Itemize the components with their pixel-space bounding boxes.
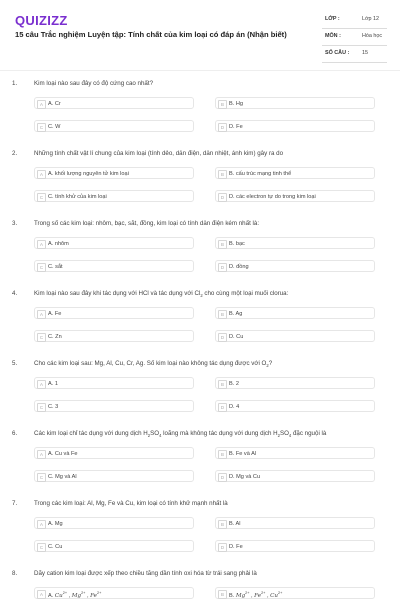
question-text: Dãy cation kim loại được xếp theo chiều tăng dần tính oxi hóa từ trái sang phải là xyxy=(34,570,257,577)
option-c[interactable] xyxy=(34,260,194,272)
option-d[interactable] xyxy=(215,190,375,202)
option-d[interactable] xyxy=(215,540,375,552)
option-text: A. 1 xyxy=(48,380,58,387)
meta-row-grade xyxy=(322,12,387,29)
option-b[interactable] xyxy=(215,517,375,529)
option-letter-box: B xyxy=(218,310,227,319)
option-letter-box: B xyxy=(218,240,227,249)
meta-row-subject xyxy=(322,29,387,46)
option-letter-box: A xyxy=(37,170,46,179)
option-letter-box: A xyxy=(37,310,46,319)
option-text: C. W xyxy=(48,123,61,130)
question-number: 2. xyxy=(12,150,18,157)
question-number: 7. xyxy=(12,500,18,507)
option-text: B. Al xyxy=(229,520,241,527)
option-letter-box: A xyxy=(37,520,46,529)
question-number: 6. xyxy=(12,430,18,437)
option-text: C. 3 xyxy=(48,403,59,410)
question-number: 4. xyxy=(12,290,18,297)
option-c[interactable] xyxy=(34,120,194,132)
option-letter-box: D xyxy=(218,473,227,482)
option-text: B. cấu trúc mạng tinh thể xyxy=(229,170,292,177)
question-number: 1. xyxy=(12,80,18,87)
option-text: D. Mg và Cu xyxy=(229,473,261,480)
meta-value: Lớp 12 xyxy=(362,16,380,22)
option-c[interactable] xyxy=(34,470,194,482)
option-letter-box: B xyxy=(218,450,227,459)
option-letter-box: D xyxy=(218,193,227,202)
option-a[interactable] xyxy=(34,447,194,459)
option-a[interactable] xyxy=(34,307,194,319)
meta-table xyxy=(322,12,387,63)
option-letter-box: D xyxy=(218,403,227,412)
option-letter-box: A xyxy=(37,240,46,249)
option-b[interactable] xyxy=(215,307,375,319)
option-a[interactable] xyxy=(34,517,194,529)
option-b[interactable] xyxy=(215,447,375,459)
question-text: Kim loại nào sau đây khi tác dụng với HCl và tác dụng với $Cl_2$ cho cùng một loại muối clorua: xyxy=(34,290,289,299)
option-text: D. các electron tự do trong kim loại xyxy=(229,193,316,200)
meta-label: MÔN : xyxy=(325,33,341,39)
option-text: A. Cr xyxy=(48,100,61,107)
option-b[interactable] xyxy=(215,167,375,179)
option-text: A. Cu và Fe xyxy=(48,450,78,457)
option-letter-box: D xyxy=(218,543,227,552)
meta-value: 15 xyxy=(362,50,368,56)
option-text: A. $Cu^{2+}$ , $Mg^{2+}$ , $Fe^{2+}$ xyxy=(48,590,102,599)
option-text: C. sắt xyxy=(48,263,63,270)
option-text: C. Cu xyxy=(48,543,63,550)
question-number: 3. xyxy=(12,220,18,227)
meta-row-count xyxy=(322,46,387,63)
option-b[interactable] xyxy=(215,237,375,249)
option-text: A. Fe xyxy=(48,310,62,317)
option-letter-box: C xyxy=(37,543,46,552)
option-text: D. Fe xyxy=(229,123,243,130)
option-c[interactable] xyxy=(34,540,194,552)
question-text: Những tính chất vật lí chung của kim loại (tính dẻo, dẫn điện, dẫn nhiệt, ánh kim) gây ra do xyxy=(34,150,284,157)
option-c[interactable] xyxy=(34,330,194,342)
question-number: 5. xyxy=(12,360,18,367)
option-letter-box: A xyxy=(37,450,46,459)
option-letter-box: B xyxy=(218,590,227,599)
question-text: Trong số các kim loại: nhôm, bạc, sắt, đồng, kim loại có tính dẫn điện kém nhất là: xyxy=(34,220,260,227)
meta-label: LỚP : xyxy=(325,16,340,22)
option-text: B. bạc xyxy=(229,240,245,247)
meta-label: SỐ CÂU : xyxy=(325,50,350,56)
option-text: B. 2 xyxy=(229,380,239,387)
option-text: D. 4 xyxy=(229,403,240,410)
page-title: 15 câu Trắc nghiệm Luyện tập: Tính chất của kim loại có đáp án (Nhận biết) xyxy=(15,30,287,39)
option-letter-box: B xyxy=(218,100,227,109)
option-a[interactable] xyxy=(34,237,194,249)
option-b[interactable] xyxy=(215,587,375,599)
meta-value: Hóa học xyxy=(362,33,383,39)
option-b[interactable] xyxy=(215,377,375,389)
question-text: Trong các kim loại: Al, Mg, Fe và Cu, kim loại có tính khử mạnh nhất là xyxy=(34,500,228,507)
option-letter-box: C xyxy=(37,193,46,202)
option-letter-box: D xyxy=(218,123,227,132)
option-text: D. Fe xyxy=(229,543,243,550)
option-b[interactable] xyxy=(215,97,375,109)
option-c[interactable] xyxy=(34,400,194,412)
option-a[interactable] xyxy=(34,97,194,109)
option-text: B. Fe và Al xyxy=(229,450,257,457)
question-text: Cho các kim loại sau: Mg, Al, Cu, Cr, Ag. Số kim loại nào không tác dụng được với $O_2$? xyxy=(34,360,273,369)
option-letter-box: B xyxy=(218,520,227,529)
option-text: C. tính khử của kim loại xyxy=(48,193,107,200)
option-letter-box: C xyxy=(37,473,46,482)
option-letter-box: C xyxy=(37,263,46,272)
option-text: A. Mg xyxy=(48,520,63,527)
quizizz-logo: QUIZIZZ xyxy=(15,13,68,28)
option-letter-box: C xyxy=(37,123,46,132)
option-letter-box: D xyxy=(218,263,227,272)
option-text: B. $Mg^{2+}$ , $Fe^{2+}$ , $Cu^{2+}$ xyxy=(229,590,283,599)
option-d[interactable] xyxy=(215,330,375,342)
option-a[interactable] xyxy=(34,587,194,599)
worksheet-header xyxy=(0,0,400,71)
option-d[interactable] xyxy=(215,400,375,412)
option-letter-box: D xyxy=(218,333,227,342)
option-d[interactable] xyxy=(215,260,375,272)
option-text: B. Ag xyxy=(229,310,243,317)
question-text: Các kim loại chỉ tác dụng với dung dịch $H_2SO_4$ loãng mà không tác dụng với dung dịch $H_2SO_4$ đặc nguội là xyxy=(34,430,327,439)
option-letter-box: B xyxy=(218,380,227,389)
option-text: D. Cu xyxy=(229,333,244,340)
option-letter-box: B xyxy=(218,170,227,179)
option-letter-box: C xyxy=(37,333,46,342)
question-text: Kim loại nào sau đây có độ cứng cao nhất? xyxy=(34,80,154,87)
option-text: D. đồng xyxy=(229,263,249,270)
option-text: B. Hg xyxy=(229,100,243,107)
option-a[interactable] xyxy=(34,377,194,389)
option-d[interactable] xyxy=(215,120,375,132)
option-letter-box: A xyxy=(37,590,46,599)
option-text: A. khối lượng nguyên tử kim loại xyxy=(48,170,129,177)
option-text: C. Zn xyxy=(48,333,62,340)
option-letter-box: A xyxy=(37,380,46,389)
option-text: C. Mg và Al xyxy=(48,473,77,480)
question-number: 8. xyxy=(12,570,18,577)
option-letter-box: A xyxy=(37,100,46,109)
option-c[interactable] xyxy=(34,190,194,202)
option-text: A. nhôm xyxy=(48,240,69,247)
option-d[interactable] xyxy=(215,470,375,482)
option-letter-box: C xyxy=(37,403,46,412)
option-a[interactable] xyxy=(34,167,194,179)
